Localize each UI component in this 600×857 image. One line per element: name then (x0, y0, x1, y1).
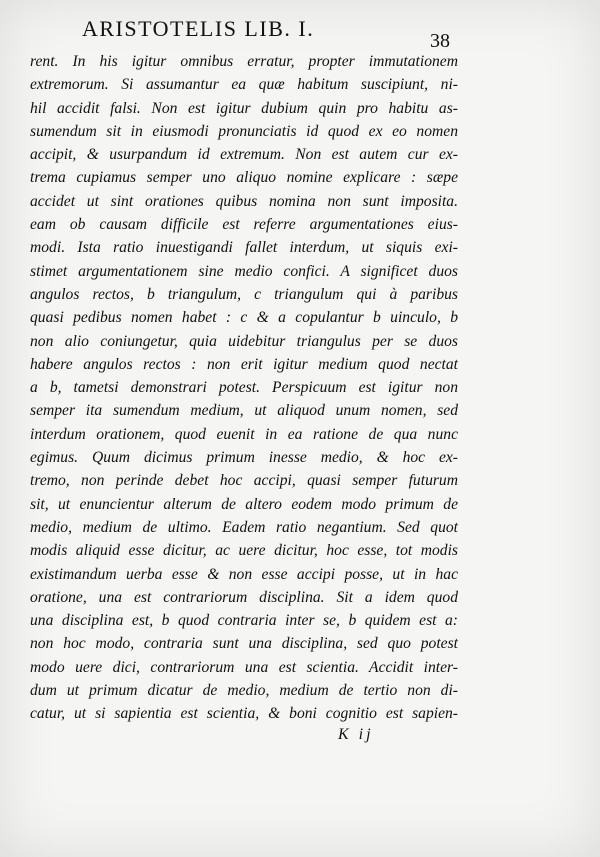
text-line: rent. In his igitur omnibus erratur, propter immutationem (30, 53, 458, 70)
text-line: modo uere dici, contrariorum una est scientia. Accidit inter- (30, 658, 458, 676)
text-line: quasi pedibus nomen habet : c & a copulantur b uinculo, b (30, 309, 458, 327)
text-line: modis aliquid esse dicitur, ac uere dicitur, hoc esse, tot modis (30, 542, 458, 560)
text-line: eam ob causam difficile est referre argumentationes eius- (30, 216, 458, 234)
running-title: ARISTOTELIS LIB. I. (82, 16, 315, 41)
body-text (30, 50, 458, 726)
text-line: a b, tametsi demonstrari potest. Perspicuum est igitur non (30, 379, 458, 397)
text-line: trema cupiamus semper uno aliquo nomine explicare : sæpe (30, 169, 458, 187)
text-line: existimandum uerba esse & non esse accipi posse, ut in hac (30, 565, 458, 583)
text-line: extremorum. Si assumantur ea quæ habitum suscipiunt, ni- (30, 76, 458, 94)
text-line: egimus. Quum dicimus primum inesse medio, & hoc ex- (30, 449, 458, 467)
text-line: non hoc modo, contraria sunt una disciplina, sed quo potest (30, 635, 458, 653)
text-line: modi. Ista ratio inuestigandi fallet interdum, ut siquis exi- (30, 239, 458, 257)
text-line: sumendum sit in eiusmodi pronunciatis id quod ex eo nomen (30, 122, 458, 140)
text-line: oratione, una est contrariorum disciplina. Sit a idem quod (30, 588, 458, 606)
page-header (82, 16, 462, 42)
page-number: 38 (430, 30, 450, 52)
text-line: non alio coniungetur, quia uidebitur triangulus per se duos (30, 332, 458, 350)
text-line: accidet ut sint orationes quibus nomina non sunt imposita. (30, 192, 458, 210)
text-line: hil accidit falsi. Non est igitur dubium quin pro habitu as- (30, 99, 458, 117)
text-line: interdum orationem, quod euenit in ea ratione de qua nunc (30, 425, 458, 443)
text-line: dum ut primum dicatur de medio, medium de tertio non di- (30, 682, 458, 700)
text-line: tremo, non perinde debet hoc accipi, quasi semper futurum (30, 472, 458, 490)
text-line: medio, medium de ultimo. Eadem ratio negantium. Sed quot (30, 518, 458, 536)
text-line: habere angulos rectos : non erit igitur medium quod nectat (30, 355, 458, 373)
text-line: catur, ut si sapientia est scientia, & boni cognitio est sapien- (30, 705, 458, 723)
text-line: sit, ut enuncientur alterum de altero eodem modo primum de (30, 495, 458, 513)
text-line: una disciplina est, b quod contraria inter se, b quidem est a: (30, 612, 458, 630)
text-line: angulos rectos, b triangulum, c triangulum qui à paribus (30, 285, 458, 303)
text-line: stimet argumentationem sine medio confici. A significet duos (30, 262, 458, 280)
signature-mark: K ij (338, 726, 374, 743)
text-line: semper ita sumendum medium, ut aliquod unum nomen, sed (30, 402, 458, 420)
text-line: accipit, & usurpandum id extremum. Non est autem cur ex- (30, 146, 458, 164)
